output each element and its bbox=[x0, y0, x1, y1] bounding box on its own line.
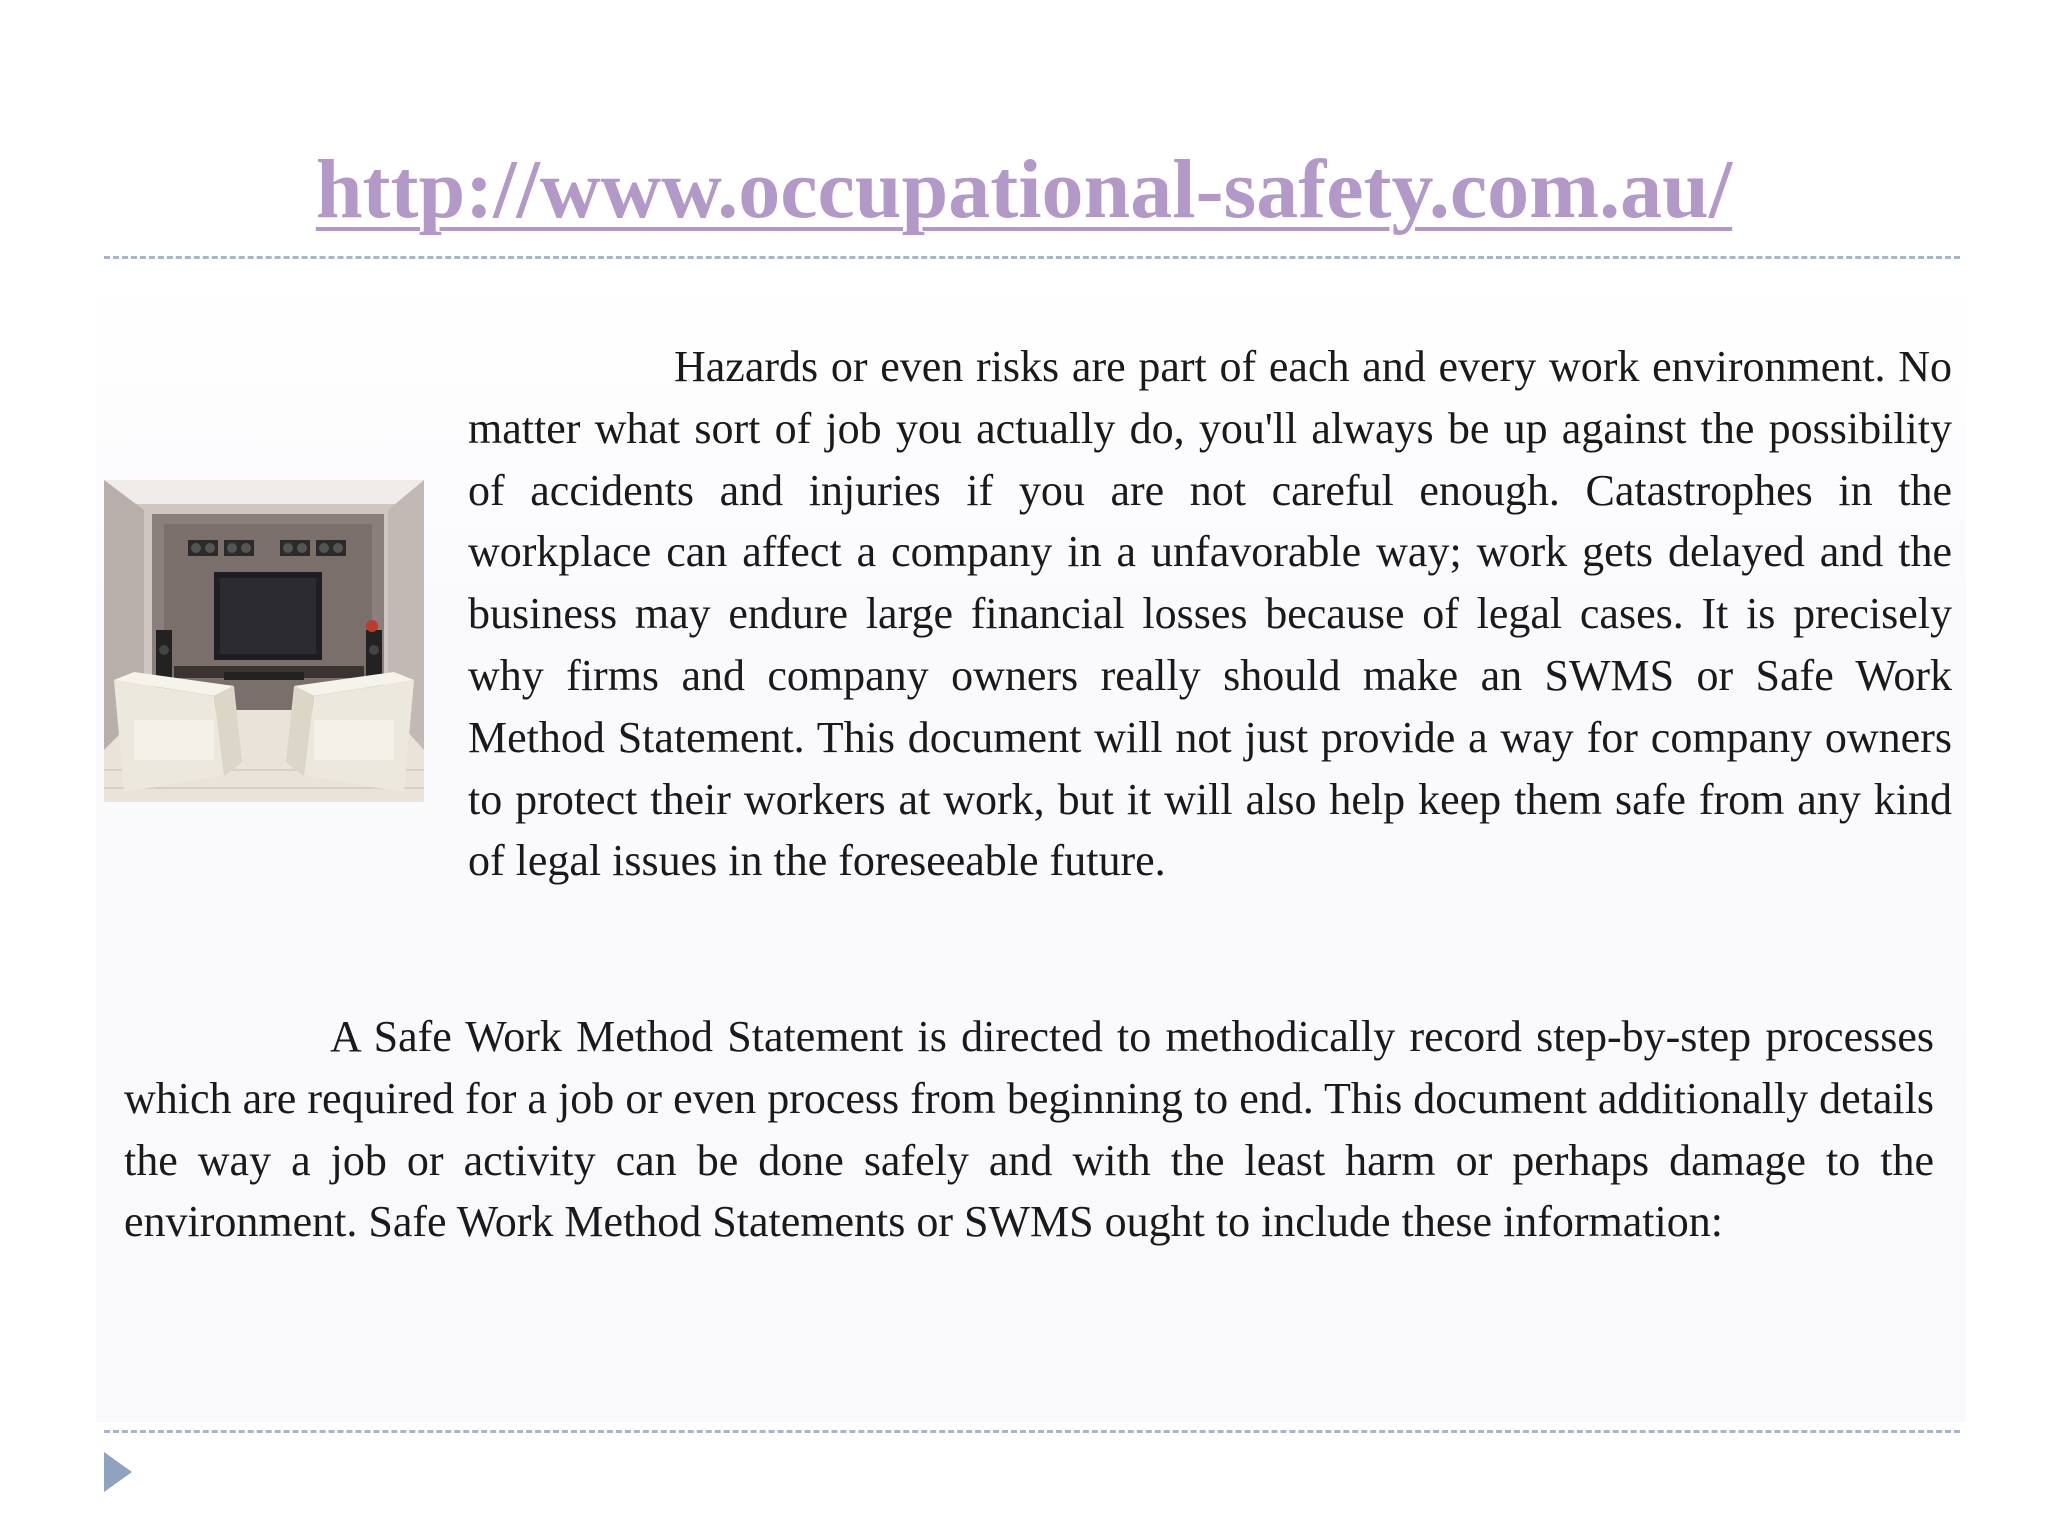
top-divider bbox=[104, 256, 1960, 259]
paragraph-hazards: Hazards or even risks are part of each and every work environment. No matter what sort of job you actually do, you'll always be up against the possibility of accidents and injuries if you are not careful enough. Catastrophes in the workplace can affect a company in a unfavorable way; work gets delayed and the business may endure large financial losses because of legal cases. It is precisely why firms and company owners really should make an SWMS or Safe Work Method Statement. This document will not just provide a way for company owners to protect their workers at work, but it will also help keep them safe from any kind of legal issues in the foreseeable future. bbox=[468, 342, 1952, 886]
bottom-divider bbox=[104, 1430, 1960, 1433]
paragraph-swms: A Safe Work Method Statement is directed to methodically record step-by-step processes which are required for a job or even process from beginning to end. This document additionally details the way a job or activity can be done safely and with the least harm or perhaps damage to the environment. Safe Work Method Statements or SWMS ought to include these information: bbox=[124, 1012, 1934, 1247]
title-link[interactable]: http://www.occupational-safety.com.au/ bbox=[315, 143, 1733, 236]
triangle-right-icon bbox=[104, 1452, 132, 1492]
living-room-photo bbox=[104, 480, 424, 802]
